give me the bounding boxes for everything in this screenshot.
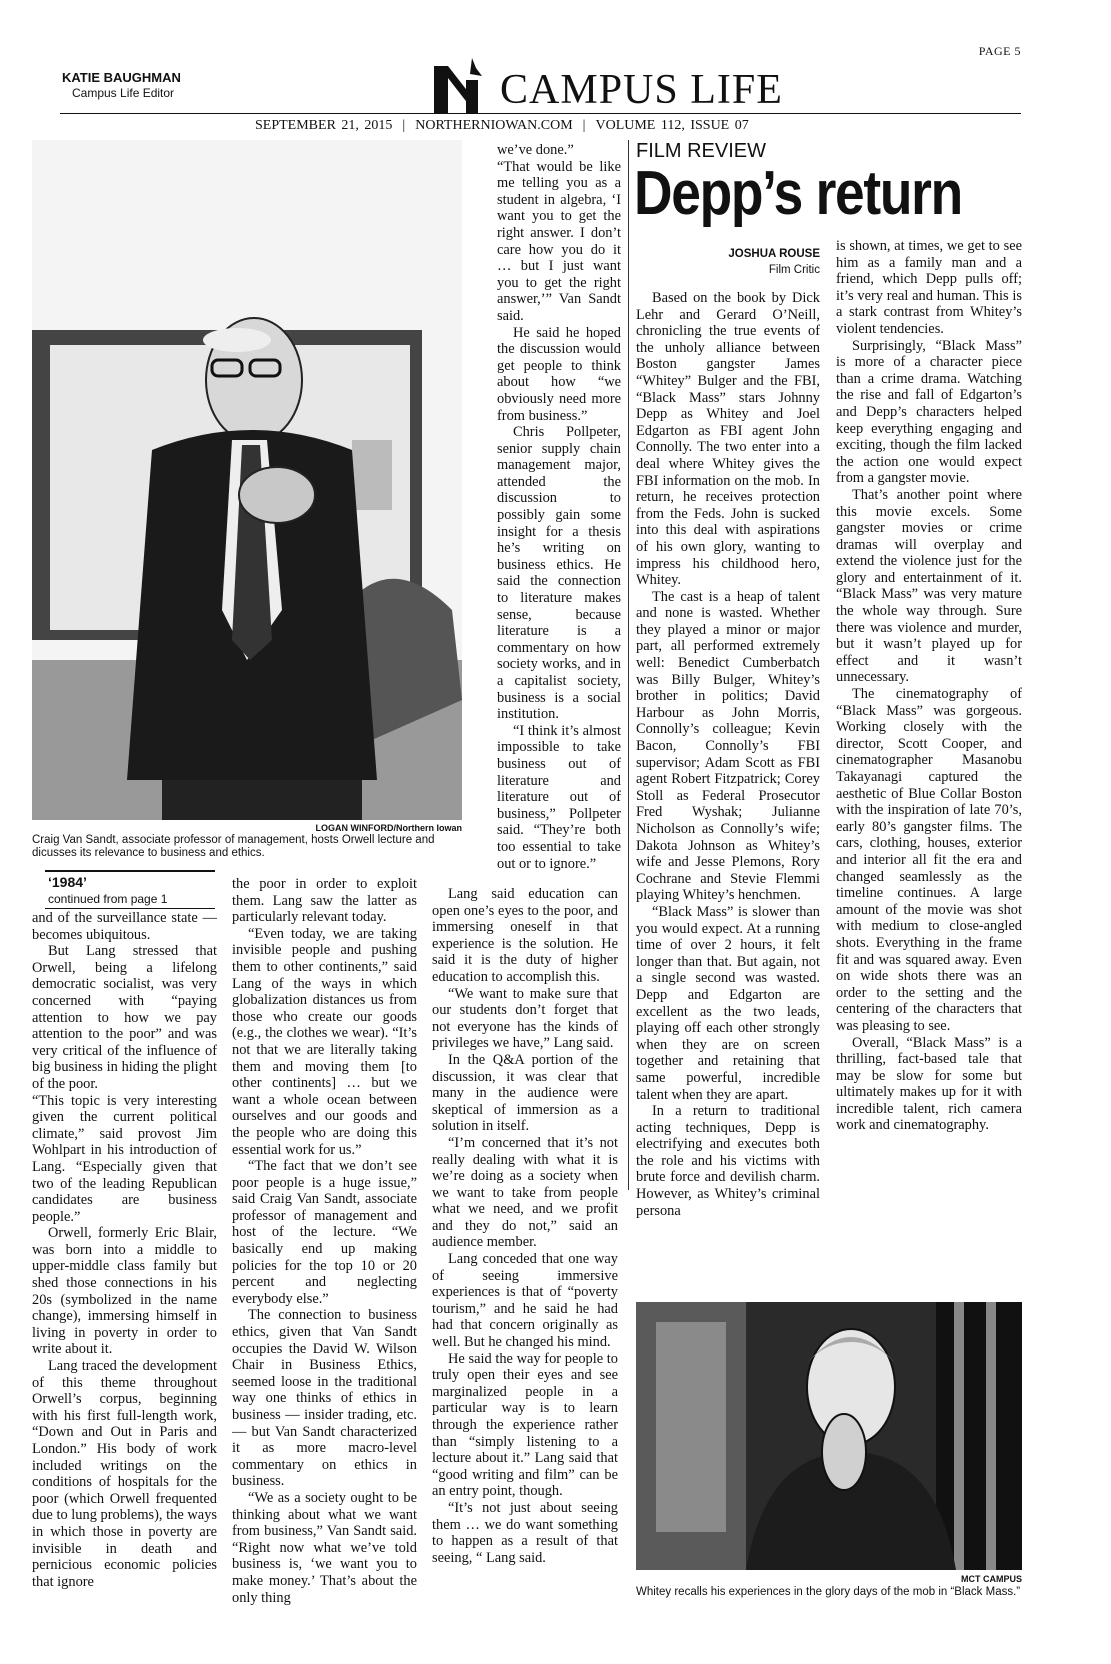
lecture-column-1 xyxy=(32,910,217,1640)
lecture-paragraph: and of the surveillance state — becomes ubiquitous. xyxy=(32,910,217,943)
review-paragraph: The cast is a heap of talent and none is wasted. Whether they played a minor or major part, all performed extremely well: Benedict Cumberbatch was Billy Bulger, Whitey’s brother in politics; David Harbour as John Morris, Connolly’s colleague; Kevin Bacon, Connolly’s FBI supervisor; Adam Scott as FBI agent Robert Fitzpatrick; Corey Stoll as Federal Prosecutor Fred Wyshak; Julianne Nicholson as Connolly’s wife; Dakota Johnson as Whitey’s wife and Jesse Plemons, Rory Cochrane and Stevie Flemmi playing Whitey’s henchmen. xyxy=(636,588,820,904)
review-byline: JOSHUA ROUSE xyxy=(728,248,820,260)
lecture-paragraph: “It’s not just about seeing them … we do want something to happen as a result of that seeing, “ Lang said. xyxy=(432,1499,618,1566)
review-photo-caption: Whitey recalls his experiences in the glory days of the mob in “Black Mass.” xyxy=(636,1586,1021,1598)
masthead-rule xyxy=(60,113,1021,114)
dateline: SEPTEMBER 21, 2015 | NORTHERNIOWAN.COM | VOLUME 112, ISSUE 07 xyxy=(255,118,749,133)
review-paragraph: Overall, “Black Mass” is a thrilling, fact-based tale that may be slow for some but ultimately makes up for it with incredible talent, rich camera work and cinematography. xyxy=(836,1034,1022,1134)
review-kicker: FILM REVIEW xyxy=(636,140,767,162)
lecture-paragraph: Orwell, formerly Eric Blair, was born into a middle to upper-middle class family but shed those connections in his 20s (symbolized in the name change), immersing himself in living in poverty in order to write about it. xyxy=(32,1225,217,1358)
issue-date: SEPTEMBER 21, 2015 xyxy=(255,118,393,133)
review-paragraph: Based on the book by Dick Lehr and Gerard O’Neill, chronicling the true events of the unholy alliance between Boston gangster James “Whitey” Bulger and the FBI, “Black Mass” stars Johnny Depp as Whitey and Joel Edgarton as FBI agent John Connolly. The two enter into a deal where Whitey gives the FBI information on the mob. In return, he receives protection from the Feds. John is sucked into this deal with aspirations of his own glory, wanting to impress his childhood hero, Whitey. xyxy=(636,290,820,589)
lecture-paragraph: the poor in order to exploit them. Lang saw the latter as particularly relevant today. xyxy=(232,876,417,926)
lecture-photo xyxy=(32,140,462,820)
website-link[interactable]: NORTHERNIOWAN.COM xyxy=(415,118,573,133)
professor-photo-icon xyxy=(32,140,462,820)
review-paragraph: “Black Mass” is slower than you would expect. At a running time of over 2 hours, it felt longer than that. But again, not a single second was wasted. Depp and Edgarton are excellent as the two leads, playing off each other strongly when they are on screen together and retaining that same powerful, incredible talent when they are apart. xyxy=(636,903,820,1103)
lecture-paragraph: Lang conceded that one way of seeing immersive experiences is that of “poverty tourism,” and he said he had had that concern originally as well. But he changed his mind. xyxy=(432,1251,618,1351)
jump-continued[interactable]: continued from page 1 xyxy=(48,892,168,906)
lecture-photo-credit: LOGAN WINFORD/Northern Iowan xyxy=(315,823,462,833)
lecture-paragraph: “That would be like me telling you as a student in algebra, ‘I want you to get the right answer. I don’t care how you do it … but I just want you to get the right answer,’” Van Sandt said. xyxy=(497,158,621,324)
section-title: CAMPUS LIFE xyxy=(500,67,783,113)
lecture-paragraph: “Even today, we are taking invisible people and pushing them to other continents,” said Lang of the ways in which globalization distances us from those who create our goods (e.g., the clothes we wear). “It’s not that we are literally taking them and moving them [to other continents] … but we want a whole ocean between ourselves and our goods and the people who are doing this essential work for us.” xyxy=(232,925,417,1158)
jump-sub-rule xyxy=(45,908,215,909)
lecture-paragraph: In the Q&A portion of the discussion, it was clear that many in the audience were skeptical of immersion as a solution in itself. xyxy=(432,1051,618,1135)
lecture-paragraph: “I’m concerned that it’s not really dealing with what it is we’re doing as a society when we want to take from people what we need, and we profit and they do not,” said an audience member. xyxy=(432,1134,618,1251)
lecture-paragraph: The connection to business ethics, given that Van Sandt occupies the David W. Wilson Chair in Business Ethics, seemed loose in the traditional way one thinks of ethics in business — insider trading, etc. — but Van Sandt characterized it as more macro-level commentary on ethics in business. xyxy=(232,1307,417,1490)
lecture-paragraph: But Lang stressed that Orwell, being a lifelong democratic socialist, was very concerned with “paying attention to how we pay attention to the poor” and was very critical of the influence of big business in hiding the plight of the poor. xyxy=(32,943,217,1092)
lecture-paragraph: Lang said education can open one’s eyes to the poor, and immersing oneself in that experience is the solution. He said it is the duty of higher education to accomplish this. xyxy=(432,886,618,985)
lecture-column-2 xyxy=(232,876,417,1640)
review-column-1 xyxy=(636,290,820,1288)
volume-issue: VOLUME 112, ISSUE 07 xyxy=(595,118,749,133)
review-paragraph: That’s another point where this movie excels. Some gangster movies or crime dramas will overplay and extend the violence just for the glory and entertainment of it. “Black Mass” was very mature the whole way through. Sure there was violence and murder, but it wasn’t played up for effect and it wasn’t unnecessary. xyxy=(836,486,1022,686)
depp-portrait-icon xyxy=(636,1302,1022,1570)
review-paragraph: Surprisingly, “Black Mass” is more of a character piece than a crime drama. Watching the rise and fall of Edgarton’s and Depp’s characters helped keep everything engaging and exciting, though the film lacked the action one would expect from a gangster movie. xyxy=(836,337,1022,487)
lecture-paragraph: He said he hoped the discussion would get people to think about how “we obviously need more from business.” xyxy=(497,324,621,424)
lecture-paragraph: Lang traced the development of this theme throughout Orwell’s corpus, beginning with his first full-length work, “Down and Out in Paris and London.” His body of work included writings on the conditions of hospitals for the poor (which Orwell frequented due to lung problems), the ways in which those in poverty are invisible in death and pernicious economic policies that ignore xyxy=(32,1358,217,1590)
page-number: PAGE 5 xyxy=(978,44,1021,58)
northern-iowan-logo-icon xyxy=(432,56,492,114)
review-paragraph: is shown, at times, we get to see him as a family man and a friend, which Depp pulls off; it’s very real and human. This is a stark contrast from Whitey’s violent tendencies. xyxy=(836,238,1022,337)
lecture-paragraph: Chris Pollpeter, senior supply chain management major, attended the discussion to possibly gain some insight for a thesis he’s writing on business ethics. He said the connection to literature makes sense, because literature is a commentary on how society works, and in a capitalist society, business is a social institution. xyxy=(497,424,621,723)
lecture-paragraph: “We want to make sure that our students don’t forget that not everyone has the kinds of privileges we have,” Lang said. xyxy=(432,985,618,1052)
editor-name: KATIE BAUGHMAN xyxy=(62,70,181,85)
lecture-paragraph: He said the way for people to truly open their eyes and see marginalized people in a particular way is to learn through the experience rather than “simply listening to a lecture about it.” Lang said that “good writing and film” can be an entry point, though. xyxy=(432,1350,618,1500)
review-column-2 xyxy=(836,238,1022,1248)
editor-title: Campus Life Editor xyxy=(72,86,175,100)
column-divider xyxy=(628,140,629,1190)
review-paragraph: The cinematography of “Black Mass” was gorgeous. Working closely with the director, Scott Cooper, and cinematographer Masanobu Takayanagi captured the aesthetic of Blue Collar Boston with the inspiration of late 70’s, early 80’s gangster films. The cars, clothing, houses, exterior and interior all fit the era and changed seamlessly as the timeline continues. A large amount of the movie was shot with medium to close-angled shots. Everything in the frame fit and was squared away. Even on wide shots there was an order to the setting and the centering of the characters that was pleasing to see. xyxy=(836,686,1022,1034)
jump-headline: ‘1984’ xyxy=(48,874,87,890)
lecture-paragraph: “This topic is very interesting given the current political climate,” said provost Jim Wohlpart in his introduction of Lang. “Especially given that two of the leading Republican candidates are business people.” xyxy=(32,1092,217,1225)
review-headline: Depp’s return xyxy=(634,159,962,228)
lecture-paragraph: “We as a society ought to be thinking about what we want from business,” Van Sandt said. “Right now what we’ve told business is, ‘we want you to make money.’ That’s about the only thing xyxy=(232,1489,417,1606)
jump-head-rule xyxy=(45,870,215,872)
lecture-column-3-bottom xyxy=(432,886,618,1642)
review-photo-credit: MCT CAMPUS xyxy=(961,1574,1022,1584)
lecture-paragraph: “The fact that we don’t see poor people is a huge issue,” said Craig Van Sandt, associate professor of management and host of the lecture. “We basically end up making policies for the top 10 or 20 percent and neglecting everybody else.” xyxy=(232,1158,417,1307)
review-paragraph: In a return to traditional acting techniques, Depp is electrifying and executes both the role and his victims with brute force and devilish charm. However, as Whitey’s criminal persona xyxy=(636,1103,820,1219)
lecture-photo-caption: Craig Van Sandt, associate professor of management, hosts Orwell lecture and dicusses its relevance to business and ethics. xyxy=(32,834,435,859)
lecture-column-3-top xyxy=(497,142,621,884)
review-byline-role: Film Critic xyxy=(768,264,820,276)
lecture-paragraph: we’ve done.” xyxy=(497,142,574,158)
review-photo xyxy=(636,1302,1022,1570)
lecture-paragraph: “I think it’s almost impossible to take business out of literature and literature out of business,” Pollpeter said. “They’re both too essential to take out or to ignore.” xyxy=(497,722,621,872)
